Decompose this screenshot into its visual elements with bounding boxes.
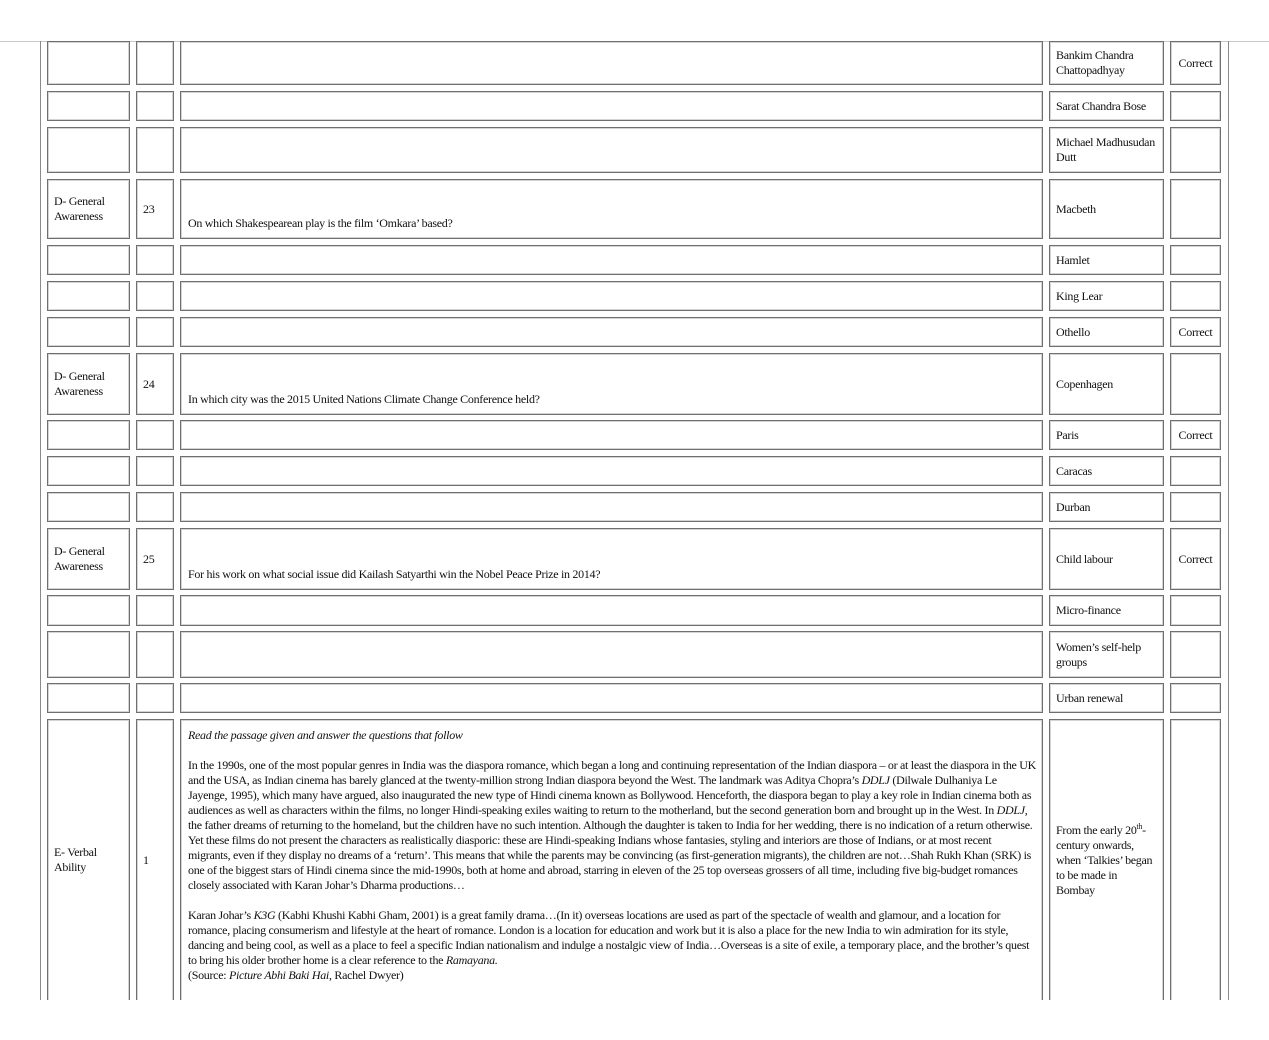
- question-number: 1: [143, 852, 149, 867]
- question-cell: [180, 91, 1043, 121]
- answer-status-cell: [1170, 179, 1221, 239]
- number-cell: [136, 456, 174, 486]
- question-cell: [180, 281, 1043, 311]
- passage-cell: [180, 719, 1043, 1000]
- section-label: E- Verbal Ability: [54, 845, 97, 874]
- answer-status-cell: [1170, 127, 1221, 173]
- option-text: Michael Madhusudan Dutt: [1056, 135, 1155, 164]
- section-label: D- General Awareness: [54, 194, 105, 223]
- option-cell: [1049, 631, 1164, 678]
- option-cell: [1049, 179, 1164, 239]
- question-cell: [180, 245, 1043, 275]
- number-cell: [136, 492, 174, 522]
- number-cell: [136, 179, 174, 239]
- option-cell: [1049, 456, 1164, 486]
- option-cell: [1049, 91, 1164, 121]
- question-cell: [180, 353, 1043, 415]
- question-cell: [180, 456, 1043, 486]
- question-text: In which city was the 2015 United Nations Climate Change Conference held?: [188, 392, 540, 406]
- section-cell: [47, 631, 130, 678]
- question-cell: [180, 683, 1043, 713]
- option-cell: [1049, 317, 1164, 347]
- section-cell: [47, 683, 130, 713]
- option-text: Bankim Chandra Chattopadhyay: [1056, 48, 1134, 77]
- section-cell: [47, 528, 130, 590]
- number-cell: [136, 528, 174, 590]
- question-cell: [180, 420, 1043, 450]
- question-text: For his work on what social issue did Kailash Satyarthi win the Nobel Peace Prize in 2014?: [188, 567, 601, 581]
- option-text: Urban renewal: [1056, 690, 1124, 705]
- option-text: Micro-finance: [1056, 603, 1121, 617]
- section-cell: [47, 41, 130, 85]
- number-cell: [136, 631, 174, 678]
- section-cell: [47, 317, 130, 347]
- option-text: Paris: [1056, 427, 1079, 442]
- answer-status-cell: [1170, 91, 1221, 121]
- option-text: Macbeth: [1056, 201, 1096, 216]
- number-cell: [136, 595, 174, 626]
- question-text: On which Shakespearean play is the film ‘Omkara’ based?: [188, 216, 453, 230]
- option-cell: [1049, 245, 1164, 275]
- question-cell: [180, 41, 1043, 85]
- option-cell: [1049, 719, 1164, 1000]
- answer-status-cell: [1170, 492, 1221, 522]
- correct-label: Correct: [1178, 324, 1213, 339]
- number-cell: [136, 41, 174, 85]
- answer-status-cell: [1170, 528, 1221, 590]
- section-cell: [47, 719, 130, 1000]
- section-label: D- General Awareness: [54, 544, 105, 573]
- option-text: Hamlet: [1056, 252, 1090, 267]
- question-cell: [180, 317, 1043, 347]
- answer-status-cell: [1170, 420, 1221, 450]
- answer-status-cell: [1170, 317, 1221, 347]
- option-text: Caracas: [1056, 463, 1092, 478]
- option-cell: [1049, 353, 1164, 415]
- passage-paragraph: In the 1990s, one of the most popular genres in India was the diaspora romance, which began a long and continuing representation of the Indian diaspora – or at least the diaspora in the UK and the USA, as Indian cinema has barely glanced at the twenty-million strong Indian diaspora beyond the West. The landmark was Aditya Chopra’s DDLJ (Dilwale Dulhaniya Le Jayenge, 1995), which many have argued, also inaugurated the new type of Hindi cinema known as Bollywood. Henceforth, the diaspora began to play a key role in Indian cinema both as audiences as well as characters within the films, no longer Hindi-speaking exiles waiting to return to the motherland, but the second generation born and brought up in the West. In DDLJ, the father dreams of returning to the homeland, but the children have no such intention. Although the daughter is taken to India for her wedding, there is no indication of a return otherwise. Yet these films do not present the characters as realistically diasporic: these are Hindi-speaking Indians whose fantasies, styling and interiors are those of Indians, or at most recent migrants, even if they display no dreams of a ‘return’. This means that while the parents may be convincing (as first-generation migrants), the children are not…Shah Rukh Khan (SRK) is one of the biggest stars of Hindi cinema since the mid-1990s, both at home and abroad, starring in eleven of the 25 top overseas grossers of all time, including five big-budget romances closely associated with Karan Johar’s Dharma productions…: [188, 758, 1037, 892]
- question-cell: [180, 127, 1043, 173]
- passage-instruction: Read the passage given and answer the questions that follow: [188, 728, 463, 742]
- passage-source: (Source: Picture Abhi Baki Hai, Rachel Dwyer): [188, 968, 404, 982]
- number-cell: [136, 317, 174, 347]
- question-cell: [180, 179, 1043, 239]
- number-cell: [136, 420, 174, 450]
- question-cell: [180, 528, 1043, 590]
- number-cell: [136, 683, 174, 713]
- question-number: 25: [143, 551, 155, 566]
- section-cell: [47, 245, 130, 275]
- correct-label: Correct: [1178, 55, 1213, 70]
- option-text: Durban: [1056, 499, 1091, 514]
- option-cell: [1049, 528, 1164, 590]
- option-text: Sarat Chandra Bose: [1056, 98, 1146, 113]
- question-cell: [180, 595, 1043, 626]
- answer-status-cell: [1170, 456, 1221, 486]
- answer-status-cell: [1170, 631, 1221, 678]
- section-label: D- General Awareness: [54, 369, 105, 398]
- option-text: From the early 20th-century onwards, when ‘Talkies’ began to be made in Bombay: [1056, 821, 1153, 897]
- question-number: 23: [143, 201, 155, 216]
- answer-status-cell: [1170, 281, 1221, 311]
- option-cell: [1049, 281, 1164, 311]
- option-cell: [1049, 41, 1164, 85]
- number-cell: [136, 719, 174, 1000]
- section-cell: [47, 91, 130, 121]
- option-cell: [1049, 595, 1164, 626]
- question-cell: [180, 631, 1043, 678]
- section-cell: [47, 353, 130, 415]
- option-text: Women’s self-help groups: [1056, 639, 1141, 669]
- section-cell: [47, 127, 130, 173]
- option-cell: [1049, 127, 1164, 173]
- option-text: Child labour: [1056, 551, 1113, 566]
- answer-status-cell: [1170, 41, 1221, 85]
- answer-status-cell: [1170, 683, 1221, 713]
- section-cell: [47, 492, 130, 522]
- option-cell: [1049, 683, 1164, 713]
- question-number: 24: [143, 376, 155, 391]
- number-cell: [136, 353, 174, 415]
- number-cell: [136, 281, 174, 311]
- answer-status-cell: [1170, 245, 1221, 275]
- option-cell: [1049, 420, 1164, 450]
- answer-status-cell: [1170, 595, 1221, 626]
- answer-status-cell: [1170, 353, 1221, 415]
- passage-paragraph: Karan Johar’s K3G (Kabhi Khushi Kabhi Gham, 2001) is a great family drama…(In it) overseas locations are used as part of the spectacle of wealth and glamour, and a location for romance, placing consumerism and lifestyle at the heart of romance. London is a location for education and work but it is also a place for the new India to win admiration for its style, dancing and being cool, as well as a place to feel a specific Indian nationalism and indulge a nostalgic view of India…Overseas is a site of exile, a temporary place, and the brother’s quest to bring his older brother home is a clear reference to the Ramayana. (Source: Picture Abhi Baki Hai, Rachel Dwyer): [188, 908, 1030, 982]
- number-cell: [136, 91, 174, 121]
- section-cell: [47, 179, 130, 239]
- number-cell: [136, 127, 174, 173]
- option-text: Othello: [1056, 324, 1090, 339]
- number-cell: [136, 245, 174, 275]
- section-cell: [47, 420, 130, 450]
- correct-label: Correct: [1178, 551, 1213, 566]
- section-cell: [47, 595, 130, 626]
- section-cell: [47, 456, 130, 486]
- answer-status-cell: [1170, 719, 1221, 1000]
- option-text: King Lear: [1056, 288, 1103, 303]
- correct-label: Correct: [1178, 427, 1213, 442]
- option-cell: [1049, 492, 1164, 522]
- question-cell: [180, 492, 1043, 522]
- option-text: Copenhagen: [1056, 376, 1113, 391]
- section-cell: [47, 281, 130, 311]
